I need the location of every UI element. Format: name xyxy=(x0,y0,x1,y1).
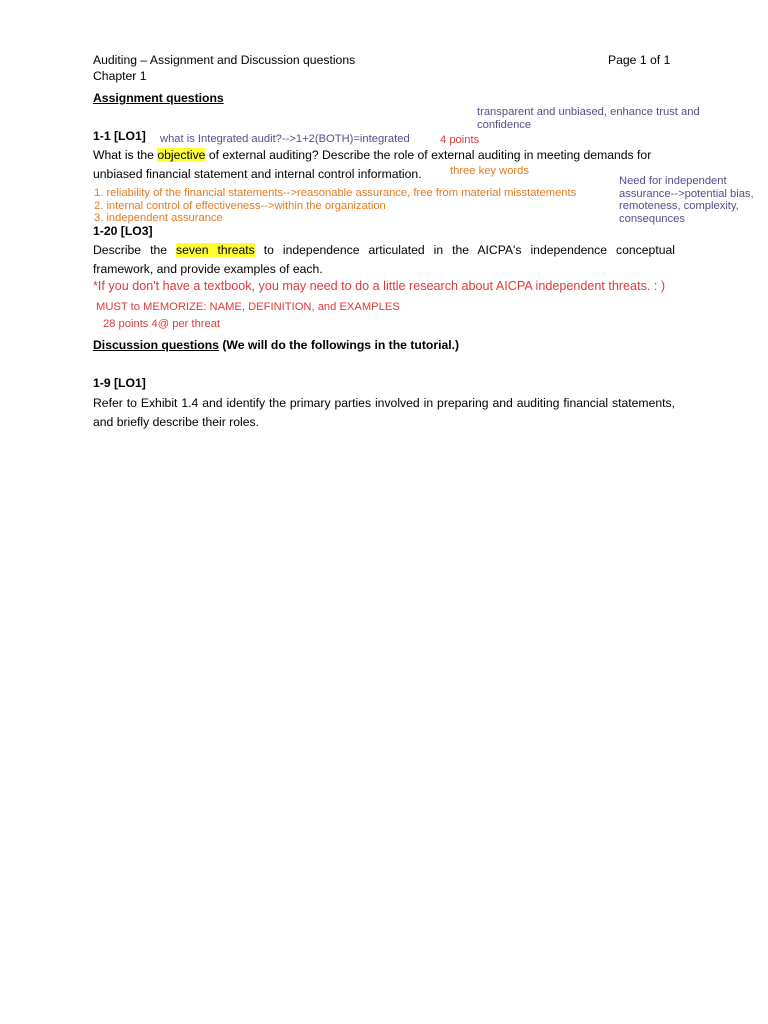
annotation-research: *If you don't have a textbook, you may need to do a little research about AICPA independent threats. : ) xyxy=(93,279,666,293)
annotation-three-key-words: three key words xyxy=(450,165,529,177)
annotation-need-independent xyxy=(619,175,754,225)
list-item: 3. independent assurance xyxy=(94,212,223,224)
question-number: 1-9 [LO1] xyxy=(93,376,146,390)
discussion-heading-line xyxy=(93,337,459,353)
annotation-points: 4 points xyxy=(440,134,480,146)
discussion-note: (We will do the followings in the tutorial.) xyxy=(218,338,460,352)
question-text: Refer to Exhibit 1.4 and identify the primary parties involved in preparing and auditing financial statements, and briefly describe their roles. xyxy=(93,396,675,429)
question-text: Describe the xyxy=(93,243,176,257)
chapter-label: Chapter 1 xyxy=(93,69,147,83)
highlighted-term: seven threats xyxy=(176,243,255,257)
page-number: Page 1 of 1 xyxy=(608,53,671,67)
annotation-transparent xyxy=(477,106,700,131)
assignment-heading: Assignment questions xyxy=(93,91,224,105)
annotation-line: confidence xyxy=(477,118,532,131)
annotation-key-words-list xyxy=(94,187,576,225)
question-text: of external auditing? Describe the role of external auditing in meeting demands for xyxy=(205,148,652,162)
question-text: What is the xyxy=(93,148,158,162)
discussion-heading: Discussion questions xyxy=(93,338,219,352)
annotation-line: remoteness, complexity, xyxy=(619,200,739,212)
question-text: to independence articulated in the AICPA's independence conceptual framework, and provide examples of each. xyxy=(93,243,675,276)
annotation-memorize: MUST to MEMORIZE: NAME, DEFINITION, and EXAMPLES xyxy=(96,301,400,313)
question-number: 1-1 [LO1] xyxy=(93,129,146,143)
annotation-line: assurance-->potential bias, xyxy=(619,187,754,200)
question-text xyxy=(93,241,675,279)
question-number: 1-20 [LO3] xyxy=(93,224,153,238)
annotation-line: Need for independent xyxy=(619,175,727,187)
list-item: 1. reliability of the financial statements-->reasonable assurance, free from material misstatements xyxy=(94,187,577,199)
question-text-line xyxy=(93,147,651,163)
annotation-points-per-threat: 28 points 4@ per threat xyxy=(103,318,221,330)
question-text-line: unbiased financial statement and internal control information. xyxy=(93,167,422,181)
annotation-integrated: what is Integrated audit?-->1+2(BOTH)=integrated xyxy=(160,133,410,145)
annotation-line: transparent and unbiased, enhance trust and xyxy=(477,106,700,118)
document-title: Auditing – Assignment and Discussion questions xyxy=(93,53,356,67)
highlighted-term: objective xyxy=(157,148,206,162)
annotation-line: consequnces xyxy=(619,212,685,225)
list-item: 2. internal control of effectiveness-->within the organization xyxy=(94,199,386,212)
